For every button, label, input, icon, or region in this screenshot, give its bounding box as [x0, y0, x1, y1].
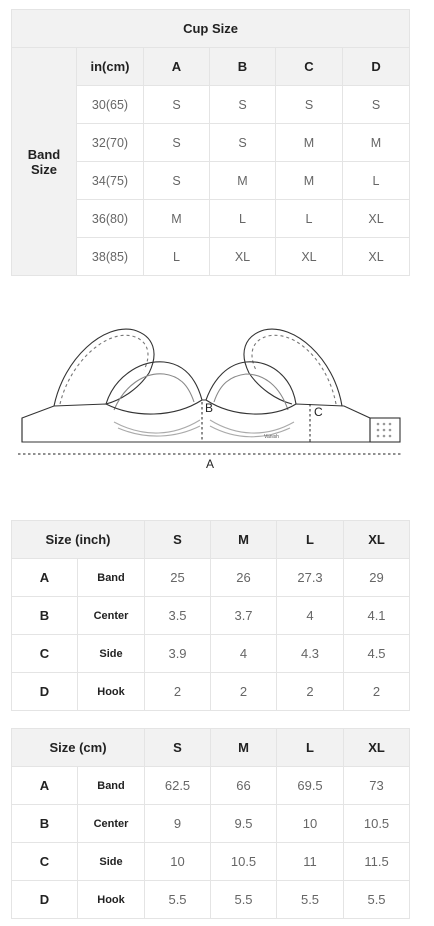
cup-size-title: Cup Size — [12, 10, 410, 48]
label-b: B — [205, 401, 214, 415]
measure-name: Band — [78, 559, 145, 597]
measure-value: 10.5 — [344, 805, 410, 843]
measure-value: 5.5 — [344, 881, 410, 919]
size-cell: L — [210, 200, 276, 238]
table-row — [12, 881, 410, 919]
size-header: S — [145, 521, 211, 559]
size-header: L — [277, 521, 344, 559]
measure-value: 62.5 — [145, 767, 211, 805]
cup-header: B — [210, 48, 276, 86]
measure-key: C — [12, 635, 78, 673]
size-inch-table — [11, 520, 410, 711]
cup-size-table — [11, 9, 410, 276]
size-cell: S — [144, 162, 210, 200]
size-header: M — [211, 521, 277, 559]
size-cell: S — [144, 86, 210, 124]
size-cell: L — [144, 238, 210, 276]
measure-key: A — [12, 767, 78, 805]
size-header: M — [211, 729, 277, 767]
measure-key: B — [12, 805, 78, 843]
measure-value: 2 — [211, 673, 277, 711]
size-header: XL — [344, 521, 410, 559]
measure-value: 27.3 — [277, 559, 344, 597]
measure-value: 3.5 — [145, 597, 211, 635]
measure-value: 69.5 — [277, 767, 344, 805]
table-row — [12, 805, 410, 843]
measure-name: Hook — [78, 881, 145, 919]
table-row — [12, 767, 410, 805]
measure-value: 10 — [145, 843, 211, 881]
measure-name: Hook — [78, 673, 145, 711]
measure-value: 11 — [277, 843, 344, 881]
measure-value: 4 — [211, 635, 277, 673]
size-cell: XL — [343, 200, 410, 238]
label-c: C — [314, 405, 323, 419]
measure-name: Band — [78, 767, 145, 805]
cup-header-row — [12, 48, 410, 86]
table-row — [12, 843, 410, 881]
size-cell: S — [144, 124, 210, 162]
cup-size-title-row — [12, 10, 410, 48]
cm-header-row — [12, 729, 410, 767]
measure-name: Side — [78, 843, 145, 881]
measure-name: Side — [78, 635, 145, 673]
measure-value: 73 — [344, 767, 410, 805]
size-cell: L — [276, 200, 343, 238]
size-cell: XL — [210, 238, 276, 276]
measure-value: 3.7 — [211, 597, 277, 635]
size-cell: M — [343, 124, 410, 162]
left-strap-inner — [60, 335, 148, 404]
size-cell: M — [276, 124, 343, 162]
size-cell: M — [276, 162, 343, 200]
measure-name: Center — [78, 597, 145, 635]
cup-header: C — [276, 48, 343, 86]
band-value: 36(80) — [77, 200, 144, 238]
left-strap — [54, 329, 154, 406]
measure-value: 4.3 — [277, 635, 344, 673]
measure-value: 5.5 — [145, 881, 211, 919]
table-row — [12, 635, 410, 673]
measure-value: 5.5 — [277, 881, 344, 919]
measure-key: B — [12, 597, 78, 635]
band-size-label — [12, 48, 77, 276]
size-cell: S — [210, 86, 276, 124]
band-value: 34(75) — [77, 162, 144, 200]
measure-value: 29 — [344, 559, 410, 597]
measure-key: A — [12, 559, 78, 597]
table-row — [12, 559, 410, 597]
measure-value: 3.9 — [145, 635, 211, 673]
measure-value: 2 — [145, 673, 211, 711]
size-cell: S — [276, 86, 343, 124]
cup-header: A — [144, 48, 210, 86]
measure-value: 9 — [145, 805, 211, 843]
measure-value: 4.1 — [344, 597, 410, 635]
size-cell: L — [343, 162, 410, 200]
table-row — [12, 673, 410, 711]
size-inch-title: Size (inch) — [12, 521, 145, 559]
band-value: 30(65) — [77, 86, 144, 124]
size-cell: S — [210, 124, 276, 162]
measure-value: 2 — [344, 673, 410, 711]
cup-header: D — [343, 48, 410, 86]
bra-measurement-diagram — [14, 318, 406, 478]
brand-text: Vanish — [264, 434, 279, 440]
measure-key: D — [12, 673, 78, 711]
size-cell: XL — [276, 238, 343, 276]
size-cell: XL — [343, 238, 410, 276]
measure-key: C — [12, 843, 78, 881]
measure-value: 2 — [277, 673, 344, 711]
band-size-text: Band Size — [27, 146, 61, 177]
size-cell: S — [343, 86, 410, 124]
left-cup-inner — [114, 374, 194, 410]
measure-key: D — [12, 881, 78, 919]
unit-header: in(cm) — [77, 48, 144, 86]
band-value: 32(70) — [77, 124, 144, 162]
measure-value: 5.5 — [211, 881, 277, 919]
size-cm-table — [11, 728, 410, 919]
measure-value: 66 — [211, 767, 277, 805]
measure-name: Center — [78, 805, 145, 843]
measure-value: 9.5 — [211, 805, 277, 843]
inch-header-row — [12, 521, 410, 559]
size-cell: M — [144, 200, 210, 238]
measure-value: 26 — [211, 559, 277, 597]
size-cell: M — [210, 162, 276, 200]
measure-value: 4 — [277, 597, 344, 635]
hook-dots-icon — [377, 423, 392, 438]
measure-value: 10 — [277, 805, 344, 843]
label-a: A — [206, 457, 215, 471]
measure-value: 11.5 — [344, 843, 410, 881]
measure-value: 4.5 — [344, 635, 410, 673]
size-header: XL — [344, 729, 410, 767]
table-row — [12, 597, 410, 635]
size-cm-title: Size (cm) — [12, 729, 145, 767]
measure-value: 25 — [145, 559, 211, 597]
band-value: 38(85) — [77, 238, 144, 276]
right-cup-inner — [214, 374, 288, 410]
size-header: L — [277, 729, 344, 767]
size-header: S — [145, 729, 211, 767]
measure-value: 10.5 — [211, 843, 277, 881]
